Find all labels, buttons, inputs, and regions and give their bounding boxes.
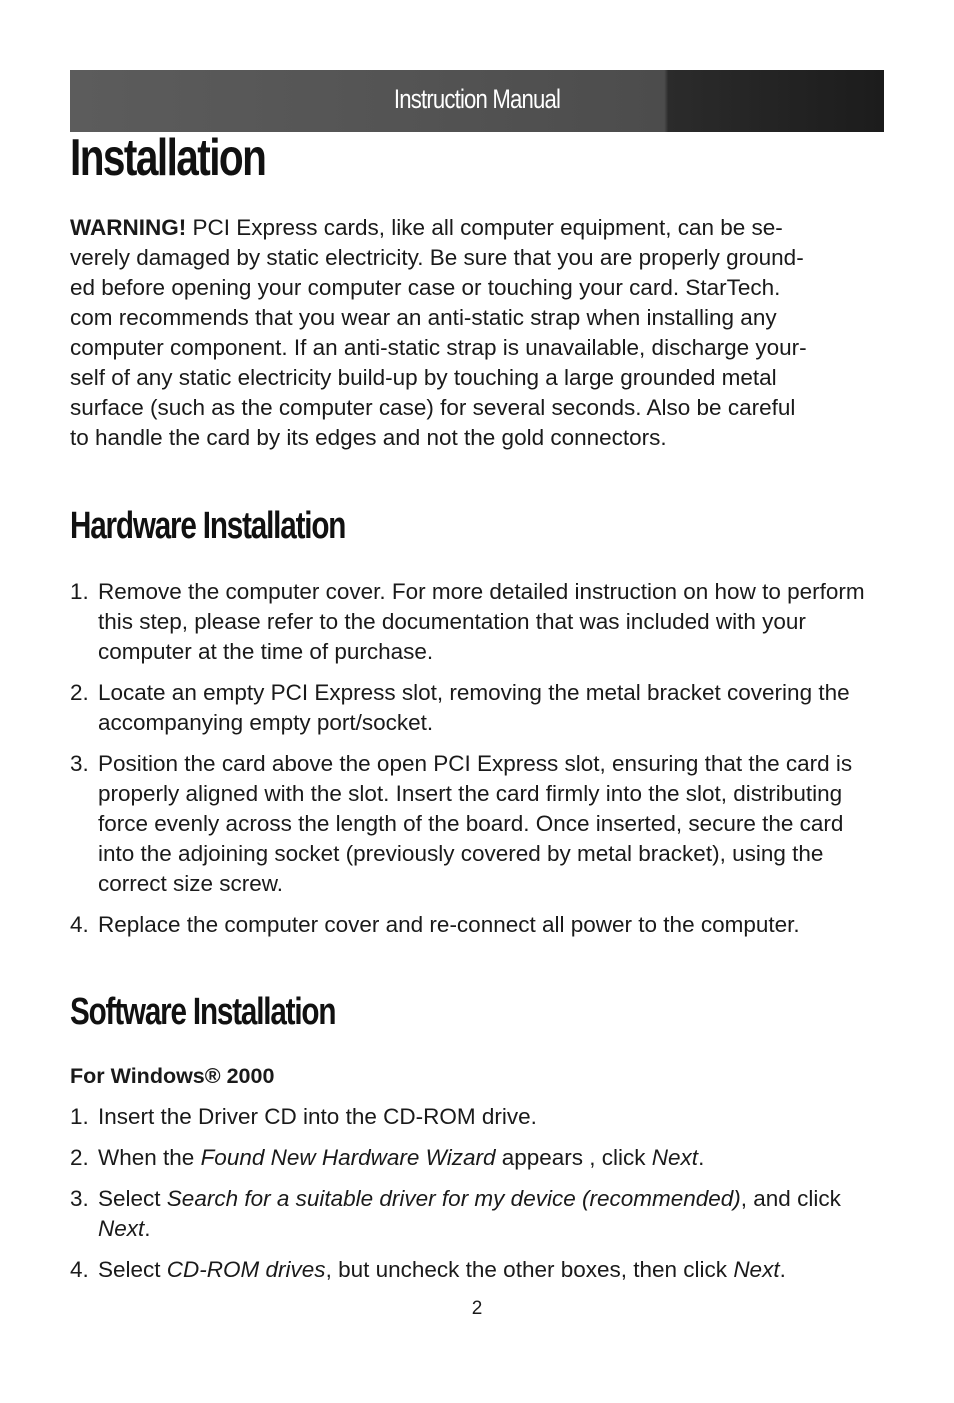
software-steps-list [70, 1102, 885, 1296]
step-number: 3. [70, 1186, 89, 1211]
header-title: Instruction Manual [393, 84, 561, 114]
step-text: , and click [740, 1186, 841, 1211]
warning-line: com recommends that you wear an anti-static strap when installing any [70, 305, 777, 330]
warning-line: verely damaged by static electricity. Be sure that you are properly ground- [70, 245, 804, 270]
warning-line: surface (such as the computer case) for several seconds. Also be careful [70, 395, 796, 420]
step-number: 2. [70, 1145, 89, 1170]
warning-line: PCI Express cards, like all computer equipment, can be se- [186, 215, 783, 240]
list-item [70, 1255, 885, 1285]
step-text: Insert the Driver CD into the CD-ROM drive. [98, 1104, 537, 1129]
list-item [70, 577, 885, 667]
warning-line: self of any static electricity build-up by touching a large grounded metal [70, 365, 777, 390]
step-text: , but uncheck the other boxes, then click [325, 1257, 734, 1282]
step-text: When the [98, 1145, 201, 1170]
step-text-italic: Next [733, 1257, 780, 1282]
step-text-italic: Next [651, 1145, 699, 1170]
warning-line: computer component. If an anti-static strap is unavailable, discharge your- [70, 335, 807, 360]
step-text: appears , click [495, 1145, 652, 1170]
warning-line: ed before opening your computer case or touching your card. StarTech. [70, 275, 781, 300]
hardware-section-title: Hardware Installation [70, 505, 346, 547]
list-item [70, 910, 885, 940]
step-text: Position the card above the open PCI Express slot, ensuring that the card is properly aligned with the slot. Insert the card firmly into the slot, distributing force evenly across the length of the board. Once inserted, secure the card into the adjoining socket (previously covered by metal bracket), using the correct size screw. [98, 751, 853, 896]
software-section-title: Software Installation [70, 991, 336, 1033]
step-number: 1. [70, 579, 89, 604]
page-title: Installation [70, 129, 266, 187]
windows-2000-subhead: For Windows® 2000 [70, 1064, 275, 1088]
list-item [70, 1102, 885, 1132]
step-number: 1. [70, 1104, 89, 1129]
step-text: Select [98, 1257, 167, 1282]
step-text-italic: Search for a suitable driver for my device (recommended) [166, 1186, 741, 1211]
step-number: 3. [70, 751, 89, 776]
list-item [70, 1184, 885, 1244]
step-text: . [698, 1145, 705, 1170]
step-text: Replace the computer cover and re-connect all power to the computer. [98, 912, 800, 937]
step-text-italic: Found New Hardware Wizard [200, 1145, 496, 1170]
header-bar [70, 70, 884, 132]
list-item [70, 749, 885, 899]
step-text: Select [98, 1186, 167, 1211]
step-text: . [144, 1216, 151, 1241]
list-item [70, 678, 885, 738]
page-number: 2 [471, 1298, 483, 1319]
hardware-steps-list [70, 577, 885, 951]
step-text-italic: CD-ROM drives [166, 1257, 326, 1282]
warning-paragraph [70, 213, 885, 453]
warning-label: WARNING! [70, 215, 187, 240]
step-number: 2. [70, 680, 89, 705]
step-text: Locate an empty PCI Express slot, removing the metal bracket covering the accompanying empty port/socket. [98, 680, 850, 735]
step-number: 4. [70, 912, 89, 937]
step-text: . [779, 1257, 786, 1282]
list-item [70, 1143, 885, 1173]
step-text-italic: Next [98, 1216, 145, 1241]
warning-line: to handle the card by its edges and not the gold connectors. [70, 425, 667, 450]
step-text: Remove the computer cover. For more detailed instruction on how to perform this step, please refer to the documentation that was included with your computer at the time of purchase. [98, 579, 865, 664]
step-number: 4. [70, 1257, 89, 1282]
